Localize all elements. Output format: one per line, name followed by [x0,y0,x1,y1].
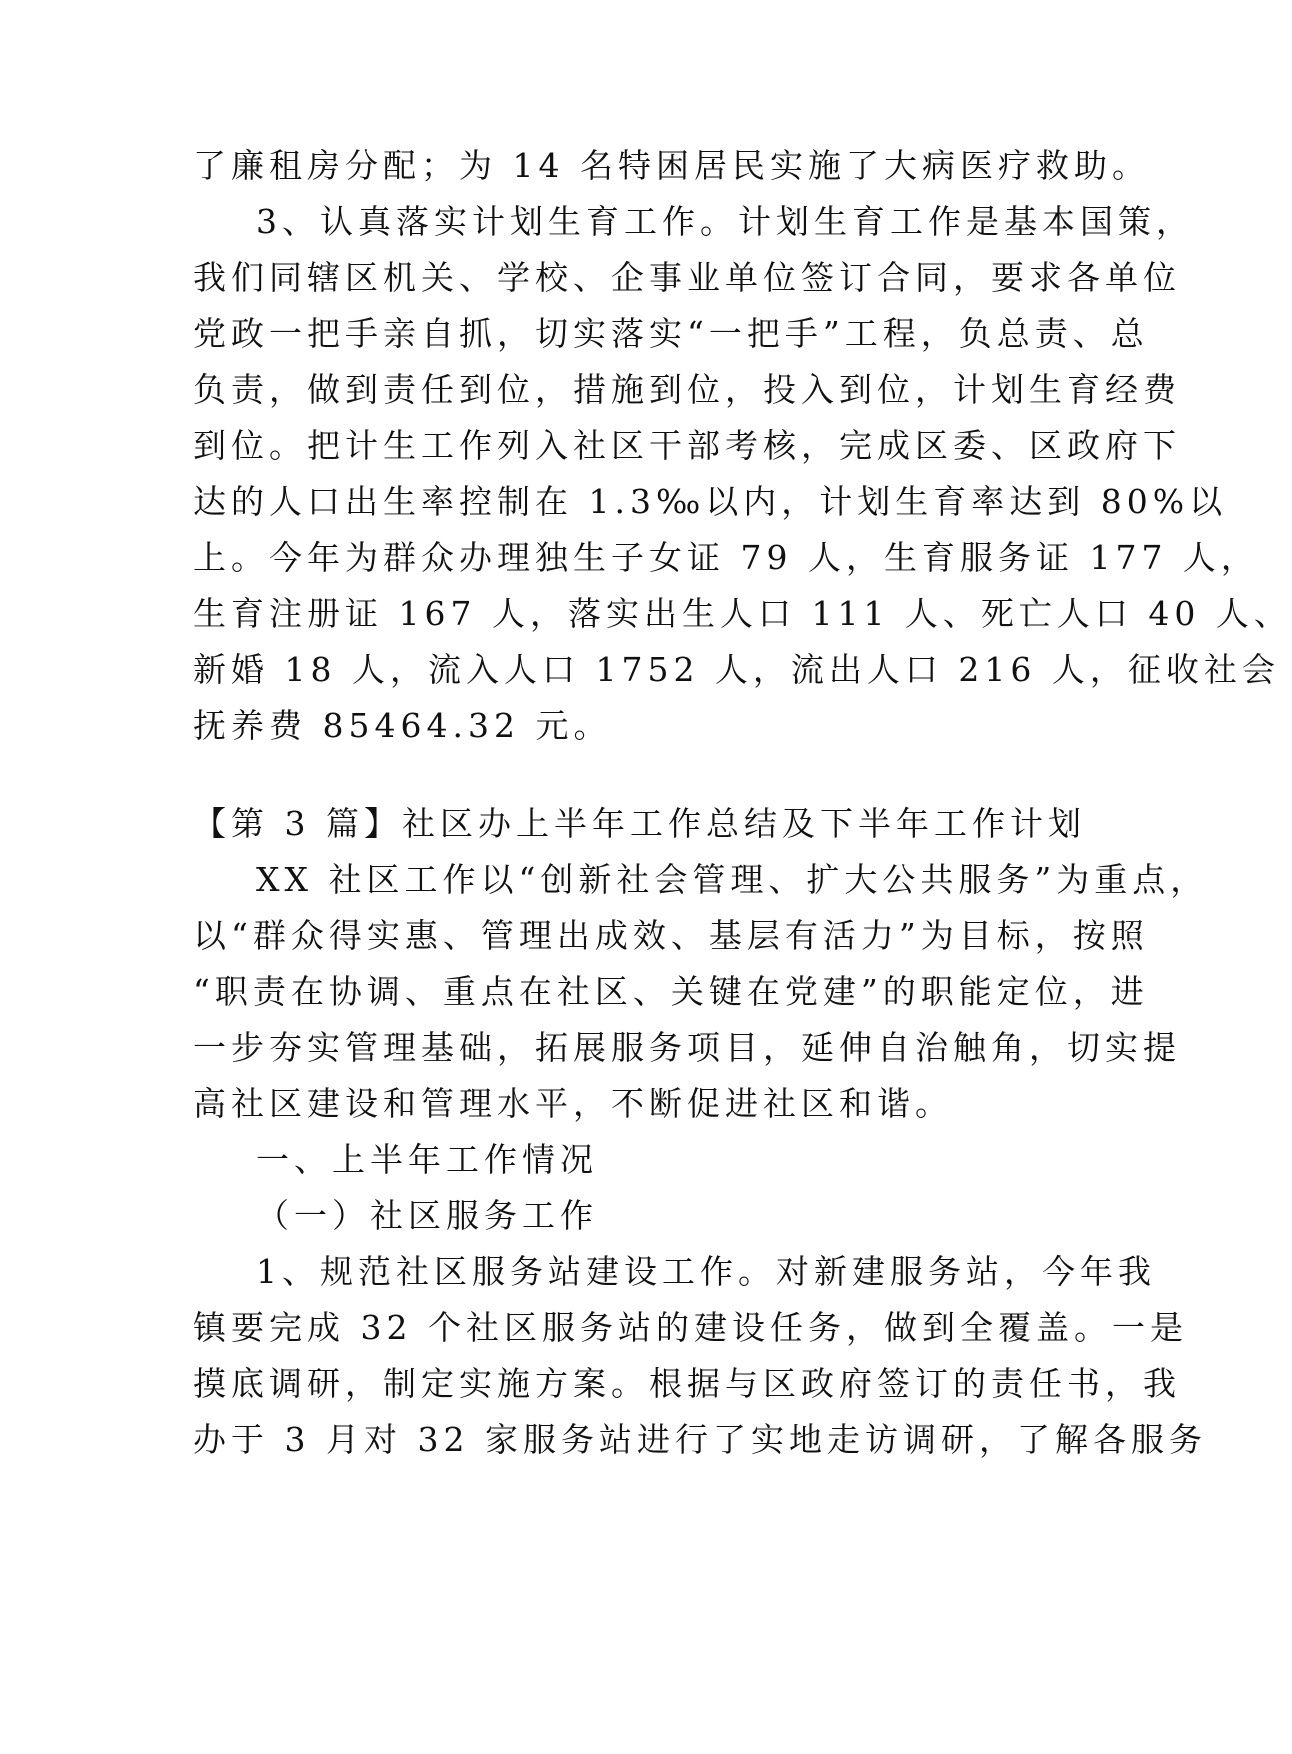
text-line: 我们同辖区机关、学校、企事业单位签订合同，要求各单位 [193,258,1181,297]
text-line: 摸底调研，制定实施方案。根据与区政府签订的责任书，我 [193,1364,1181,1403]
text-line: 镇要完成 32 个社区服务站的建设任务，做到全覆盖。一是 [193,1308,1188,1347]
text-line: 党政一把手亲自抓，切实落实“一把手”工程，负总责、总 [193,314,1149,353]
text-line: 负责，做到责任到位，措施到位，投入到位，计划生育经费 [193,370,1181,409]
text-line: “职责在协调、重点在社区、关键在党建”的职能定位，进 [193,972,1149,1011]
text-line: 上。今年为群众办理独生子女证 79 人，生育服务证 177 人， [193,538,1259,577]
text-line: 以“群众得实惠、管理出成效、基层有活力”为目标，按照 [193,916,1149,955]
text-line: 生育注册证 167 人，落实出生人口 111 人、死亡人口 40 人、 [193,594,1292,633]
text-line: 一步夯实管理基础，拓展服务项目，延伸自治触角，切实提 [193,1028,1181,1067]
section-heading: 【第 3 篇】社区办上半年工作总结及下半年工作计划 [193,804,1086,843]
subheading: （一）社区服务工作 [256,1196,598,1235]
text-line: 抚养费 85464.32 元。 [193,706,612,745]
text-line: XX 社区工作以“创新社会管理、扩大公共服务”为重点， [256,860,1209,899]
subheading: 一、上半年工作情况 [256,1140,598,1179]
text-line: 1、规范社区服务站建设工作。对新建服务站，今年我 [256,1252,1156,1291]
text-line: 办于 3 月对 32 家服务站进行了实地走访调研，了解各服务 [193,1420,1207,1459]
text-line: 到位。把计生工作列入社区干部考核，完成区委、区政府下 [193,426,1181,465]
text-line: 达的人口出生率控制在 1.3‰以内，计划生育率达到 80%以 [193,482,1228,521]
text-line: 3、认真落实计划生育工作。计划生育工作是基本国策， [256,202,1194,241]
text-line: 新婚 18 人，流入人口 1752 人，流出人口 216 人，征收社会 [193,650,1280,689]
text-line: 高社区建设和管理水平，不断促进社区和谐。 [193,1084,953,1123]
text-line: 了廉租房分配；为 14 名特困居民实施了大病医疗救助。 [193,146,1150,185]
